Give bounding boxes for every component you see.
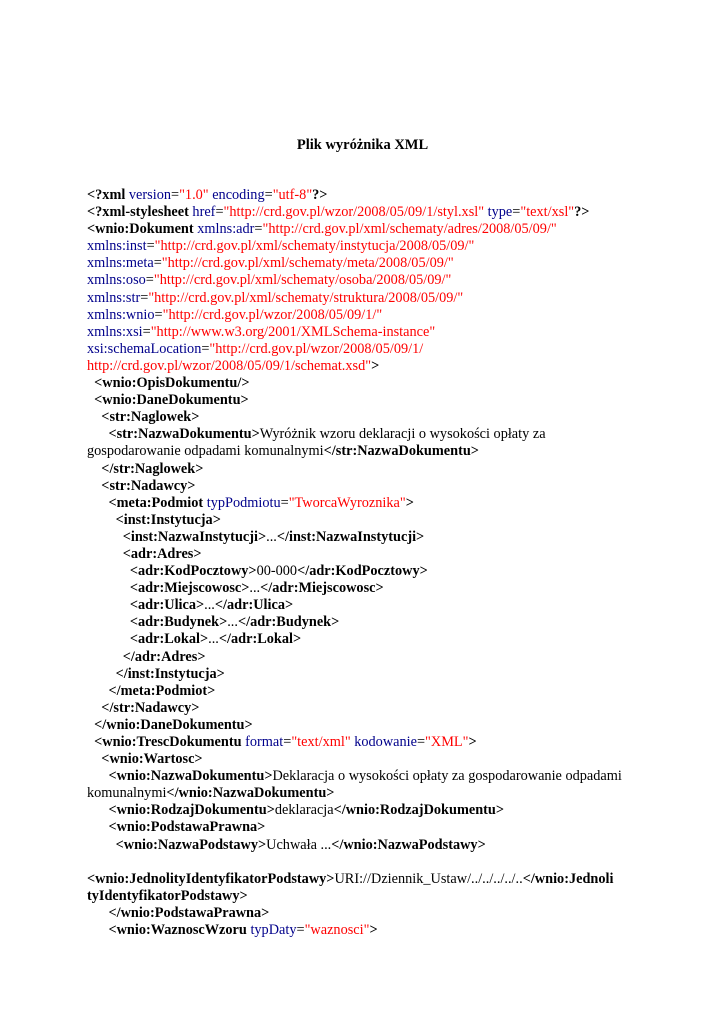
code-line	[87, 238, 647, 255]
xml-equals: =	[280, 494, 289, 511]
xml-equals: =	[296, 922, 305, 939]
xml-text: ...	[266, 528, 277, 545]
code-line	[87, 631, 647, 648]
xml-tag: </wnio:Jednoli	[522, 870, 614, 887]
xml-tag: >	[371, 357, 380, 374]
xml-attribute-name: xmlns:oso	[87, 272, 146, 289]
xml-tag: <str:Naglowek>	[87, 409, 200, 426]
xml-text: 00-000	[256, 563, 298, 580]
code-line	[87, 922, 647, 939]
code-line	[87, 905, 647, 922]
xml-equals: =	[416, 734, 426, 750]
code-line	[87, 478, 647, 495]
xml-attribute-name: xmlns:adr	[197, 221, 255, 238]
xml-tag: <wnio:DaneDokumentu>	[87, 392, 249, 409]
xml-equals: =	[146, 238, 155, 255]
code-line	[87, 255, 647, 272]
xml-tag: </str:NazwaDokumentu>	[323, 443, 479, 460]
xml-tag: <adr:Budynek>	[87, 614, 228, 631]
xml-tag: <wnio:NazwaPodstawy>	[87, 836, 267, 853]
xml-tag: <wnio:OpisDokumentu/>	[87, 375, 250, 392]
code-line	[87, 888, 647, 905]
xml-equals: =	[145, 272, 154, 289]
xml-tag: <?xml-stylesheet	[87, 204, 193, 221]
xml-tag: <wnio:JednolityIdentyfikatorPodstawy>	[87, 870, 335, 887]
xml-equals: =	[153, 255, 162, 272]
xml-tag: </adr:Ulica>	[214, 597, 294, 614]
xml-tag: </wnio:RodzajDokumentu>	[333, 802, 505, 819]
xml-tag: <wnio:TrescDokumentu	[87, 734, 246, 750]
xml-tag: >	[369, 922, 378, 939]
code-line	[87, 341, 647, 358]
code-line	[87, 819, 647, 836]
xml-attribute-value: http://crd.gov.pl/wzor/2008/05/09/1/schemat.xsd"	[87, 357, 372, 374]
xml-text: Deklaracja o wysokości opłaty za gospodarowanie odpadami	[272, 768, 622, 785]
code-line	[87, 871, 647, 888]
xml-attribute-value: "http://www.w3.org/2001/XMLSchema-instance"	[150, 323, 436, 340]
xml-attribute-value: "TworcaWyroznika"	[288, 494, 406, 511]
xml-tag: <adr:Lokal>	[87, 631, 209, 648]
xml-tag: </adr:KodPocztowy>	[297, 563, 428, 580]
xml-tag: <wnio:PodstawaPrawna>	[87, 819, 266, 836]
xml-tag: <inst:Instytucja>	[87, 511, 221, 528]
xml-attribute-name: version	[128, 187, 171, 203]
xml-equals: =	[140, 289, 149, 306]
code-line	[87, 768, 647, 785]
xml-attribute-name: xmlns:meta	[87, 255, 154, 272]
xml-attribute-name: xmlns:wnio	[87, 306, 155, 323]
xml-tag: <wnio:Wartosc>	[87, 751, 203, 768]
code-line	[87, 290, 647, 307]
code-line	[87, 307, 647, 324]
xml-attribute-name: xmlns:inst	[87, 238, 147, 255]
xml-tag: <adr:Adres>	[87, 545, 202, 562]
xml-attribute-name: kodowanie	[350, 734, 417, 750]
xml-tag: <str:Nadawcy>	[87, 477, 196, 494]
code-line	[87, 614, 647, 631]
code-line	[87, 324, 647, 341]
xml-tag: </adr:Lokal>	[218, 631, 302, 648]
xml-tag: <wnio:NazwaDokumentu>	[87, 768, 273, 785]
code-line	[87, 563, 647, 580]
code-line	[87, 837, 647, 854]
xml-text: Uchwała ...	[266, 836, 332, 853]
xml-tag: </wnio:DaneDokumentu>	[87, 716, 253, 733]
xml-tag: </wnio:NazwaDokumentu>	[166, 785, 335, 802]
code-line	[87, 221, 647, 238]
xml-equals: =	[283, 734, 292, 750]
xml-attribute-name: typDaty	[250, 922, 297, 939]
xml-attribute-name: type	[484, 204, 513, 221]
xml-attribute-value: "http://crd.gov.pl/xml/schematy/instytucja/2008/05/09/"	[154, 238, 475, 255]
xml-attribute-value: "http://crd.gov.pl/wzor/2008/05/09/1/	[209, 340, 424, 357]
xml-equals: =	[512, 204, 521, 221]
xml-tag: <?xml	[87, 187, 129, 203]
xml-tag: >	[468, 734, 477, 750]
xml-equals: =	[154, 306, 163, 323]
xml-attribute-name: href	[192, 204, 216, 221]
code-line	[87, 392, 647, 409]
document-title: Plik wyróżnika XML	[296, 137, 429, 153]
xml-tag: tyIdentyfikatorPodstawy>	[87, 887, 248, 904]
code-line	[87, 683, 647, 700]
code-line	[87, 426, 647, 443]
code-line	[87, 495, 647, 512]
xml-attribute-value: "1.0"	[179, 187, 209, 203]
xml-tag: <adr:Ulica>	[87, 597, 205, 614]
xml-equals: =	[264, 187, 273, 203]
xml-tag: >	[405, 494, 414, 511]
code-line	[87, 666, 647, 683]
xml-equals: =	[215, 204, 224, 221]
code-line	[87, 649, 647, 666]
xml-attribute-value: "http://crd.gov.pl/wzor/2008/05/09/1/styl.xsl"	[223, 204, 485, 221]
xml-text: ...	[249, 580, 261, 597]
xml-attribute-name: xmlns:str	[87, 289, 141, 306]
xml-tag: </adr:Miejscowosc>	[260, 580, 384, 597]
xml-tag: <wnio:Dokument	[87, 221, 198, 238]
code-line	[87, 358, 647, 375]
xml-tag: <adr:KodPocztowy>	[87, 563, 257, 580]
xml-attribute-name: typPodmiotu	[206, 494, 281, 511]
xml-text: ...	[208, 631, 219, 648]
code-line	[87, 785, 647, 802]
xml-attribute-value: "text/xml"	[291, 734, 351, 750]
code-line	[87, 700, 647, 717]
xml-attribute-value: "http://crd.gov.pl/xml/schematy/meta/2008/05/09/"	[161, 255, 454, 272]
code-line	[87, 443, 647, 460]
xml-tag: </meta:Podmiot>	[87, 682, 216, 699]
code-line	[87, 272, 647, 289]
code-line	[87, 854, 647, 871]
code-line	[87, 734, 647, 751]
xml-attribute-value: "http://crd.gov.pl/xml/schematy/osoba/2008/05/09/"	[153, 272, 452, 289]
xml-attribute-name: format	[245, 734, 284, 750]
xml-attribute-value: "utf-8"	[272, 187, 313, 203]
xml-tag: ?>	[312, 187, 328, 203]
xml-tag: ?>	[574, 204, 590, 221]
xml-equals: =	[201, 340, 210, 357]
xml-tag: <wnio:RodzajDokumentu>	[87, 802, 275, 819]
xml-text: ...	[227, 614, 238, 631]
code-line	[87, 187, 647, 204]
xml-tag: <wnio:WaznoscWzoru	[87, 922, 251, 939]
xml-tag: </inst:Instytucja>	[87, 665, 225, 682]
xml-attribute-value: "XML"	[425, 734, 469, 750]
xml-text: URI://Dziennik_Ustaw/../../../../..	[334, 870, 523, 887]
xml-tag: </adr:Adres>	[87, 648, 206, 665]
code-line	[87, 512, 647, 529]
xml-text: Wyróżnik wzoru deklaracji o wysokości opłaty za	[259, 426, 546, 443]
code-line	[87, 580, 647, 597]
xml-tag: <inst:NazwaInstytucji>	[87, 528, 267, 545]
code-line	[87, 597, 647, 614]
code-line	[87, 375, 647, 392]
xml-text: komunalnymi	[87, 785, 167, 802]
code-line	[87, 717, 647, 734]
xml-text: ...	[204, 597, 215, 614]
xml-equals: =	[171, 187, 180, 203]
code-line	[87, 751, 647, 768]
code-line	[87, 529, 647, 546]
code-line	[87, 204, 647, 221]
xml-tag: </adr:Budynek>	[237, 614, 340, 631]
code-line	[87, 409, 647, 426]
xml-tag: </wnio:NazwaPodstawy>	[331, 836, 486, 853]
xml-equals: =	[142, 323, 151, 340]
xml-tag: </wnio:PodstawaPrawna>	[87, 904, 270, 921]
xml-text: deklaracja	[274, 802, 334, 819]
code-line	[87, 546, 647, 563]
xml-tag: <str:NazwaDokumentu>	[87, 426, 260, 443]
xml-attribute-name: encoding	[208, 187, 265, 203]
xml-attribute-value: "waznosci"	[304, 922, 370, 939]
xml-attribute-value: "http://crd.gov.pl/xml/schematy/adres/2008/05/09/"	[262, 221, 557, 238]
xml-equals: =	[254, 221, 263, 238]
xml-text: gospodarowanie odpadami komunalnymi	[87, 443, 324, 460]
xml-attribute-name: xsi:schemaLocation	[87, 340, 202, 357]
xml-tag: </inst:NazwaInstytucji>	[276, 528, 425, 545]
xml-attribute-value: "http://crd.gov.pl/xml/schematy/struktura/2008/05/09/"	[148, 289, 464, 306]
xml-attribute-value: "text/xsl"	[520, 204, 575, 221]
code-line	[87, 461, 647, 478]
xml-attribute-name: xmlns:xsi	[87, 323, 143, 340]
code-line	[87, 802, 647, 819]
xml-tag: </str:Naglowek>	[87, 460, 204, 477]
xml-code-listing	[87, 187, 647, 939]
xml-tag: </str:Nadawcy>	[87, 699, 200, 716]
xml-tag: <meta:Podmiot	[87, 494, 207, 511]
xml-attribute-value: "http://crd.gov.pl/wzor/2008/05/09/1/"	[162, 306, 383, 323]
xml-tag: <adr:Miejscowosc>	[87, 580, 250, 597]
